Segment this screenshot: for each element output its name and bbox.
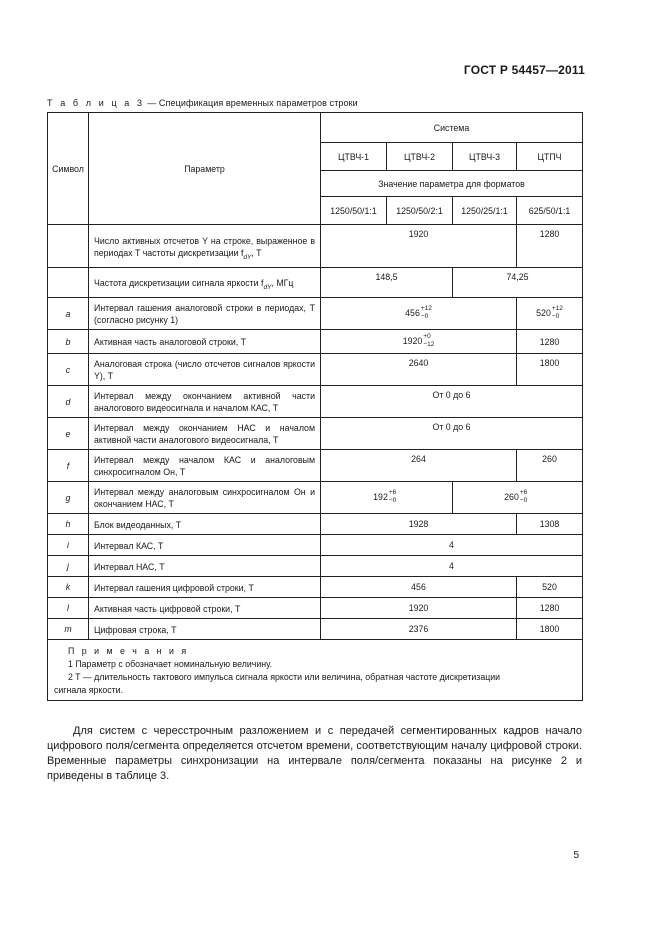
row-value-tpch: 1800 bbox=[517, 354, 583, 386]
row-parameter-subscript: dY bbox=[263, 284, 272, 291]
row-value-main: 1928 bbox=[321, 514, 517, 535]
row-value-main: 148,5 bbox=[321, 268, 453, 298]
header-format-3: 1250/25/1:1 bbox=[453, 197, 517, 225]
row-value-tpch bbox=[517, 298, 583, 330]
table-row bbox=[48, 535, 583, 556]
header-format-1: 1250/50/1:1 bbox=[321, 197, 387, 225]
table-row bbox=[48, 354, 583, 386]
row-parameter: Интервал КАС, T bbox=[89, 535, 321, 556]
row-symbol: f bbox=[48, 450, 89, 482]
row-value-tpch: 74,25 bbox=[453, 268, 583, 298]
row-parameter-text: Частота дискретизации сигнала яркости f bbox=[94, 278, 264, 288]
tolerance-upper: +6 bbox=[519, 488, 528, 496]
row-value-main: От 0 до 6 bbox=[321, 386, 583, 418]
table-row bbox=[48, 450, 583, 482]
table-caption-text: — Спецификация временных параметров строки bbox=[144, 98, 358, 108]
row-symbol: h bbox=[48, 514, 89, 535]
row-value-main: 456 bbox=[321, 577, 517, 598]
value-number: 260 bbox=[504, 492, 519, 503]
table-row bbox=[48, 619, 583, 640]
table-row bbox=[48, 556, 583, 577]
table-row bbox=[48, 598, 583, 619]
table-row bbox=[48, 386, 583, 418]
table-caption bbox=[47, 98, 358, 108]
tolerance-upper: +6 bbox=[388, 488, 397, 496]
row-parameter: Интервал между аналоговым синхросигналом Он и окончанием НАС, T bbox=[89, 482, 321, 514]
row-symbol: g bbox=[48, 482, 89, 514]
row-symbol bbox=[48, 225, 89, 268]
timing-table bbox=[47, 112, 583, 701]
tolerance-lower: −0 bbox=[551, 312, 560, 320]
row-value-main: 2376 bbox=[321, 619, 517, 640]
row-value-main bbox=[321, 482, 453, 514]
row-parameter: Блок видеоданных, T bbox=[89, 514, 321, 535]
table-row bbox=[48, 225, 583, 268]
header-format-2: 1250/50/2:1 bbox=[387, 197, 453, 225]
row-parameter-subscript: dY bbox=[243, 253, 252, 261]
row-symbol: a bbox=[48, 298, 89, 330]
row-symbol: l bbox=[48, 598, 89, 619]
table-row bbox=[48, 514, 583, 535]
row-symbol: j bbox=[48, 556, 89, 577]
note-2: 2 T — длительность тактового импульса сигнала яркости или величина, обратная частоте дискретизации bbox=[68, 672, 501, 682]
row-value-tpch: 260 bbox=[517, 450, 583, 482]
row-symbol: m bbox=[48, 619, 89, 640]
row-symbol: e bbox=[48, 418, 89, 450]
row-value-tpch: 520 bbox=[517, 577, 583, 598]
row-parameter: Цифровая строка, T bbox=[89, 619, 321, 640]
value-number: 520 bbox=[536, 308, 551, 319]
row-parameter-end: , T bbox=[251, 247, 262, 258]
row-parameter: Интервал гашения цифровой строки, T bbox=[89, 577, 321, 598]
row-symbol: i bbox=[48, 535, 89, 556]
row-value-tpch: 1280 bbox=[517, 330, 583, 354]
row-value-main: 1920 bbox=[321, 225, 517, 268]
row-parameter bbox=[89, 268, 321, 298]
row-parameter-end: , МГц bbox=[271, 278, 294, 288]
row-value-main: От 0 до 6 bbox=[321, 418, 583, 450]
row-symbol: d bbox=[48, 386, 89, 418]
body-paragraph-text: Для систем с чересстрочным разложением и с передачей сегментированных кадров начало цифрового поля/сегмента определяется отсчетом времени, соответствующим началу цифровой строки. Временные параметры синхронизации на интервале поля/сегмента показаны на рисунке 2 и приведены в таблице 3. bbox=[47, 725, 582, 782]
tolerance-lower: −12 bbox=[423, 340, 435, 348]
table-row bbox=[48, 330, 583, 354]
row-value-main: 4 bbox=[321, 556, 583, 577]
row-parameter: Аналоговая строка (число отсчетов сигналов яркости Y), T bbox=[89, 354, 321, 386]
row-parameter: Интервал между окончанием НАС и началом активной части аналогового видеосигнала, T bbox=[89, 418, 321, 450]
value-number: 1920 bbox=[402, 336, 423, 347]
note-2-continued: сигнала яркости. bbox=[54, 685, 124, 695]
row-parameter: Интервал НАС, T bbox=[89, 556, 321, 577]
row-value-tpch: 1280 bbox=[517, 225, 583, 268]
row-symbol: c bbox=[48, 354, 89, 386]
row-value-main: 4 bbox=[321, 535, 583, 556]
tolerance-lower: −0 bbox=[519, 496, 528, 504]
row-symbol bbox=[48, 268, 89, 298]
header-formats-label: Значение параметра для форматов bbox=[321, 171, 583, 197]
row-value-main: 264 bbox=[321, 450, 517, 482]
row-value-main: 1920 bbox=[321, 598, 517, 619]
row-parameter: Активная часть цифровой строки, T bbox=[89, 598, 321, 619]
tolerance-lower: −0 bbox=[420, 312, 429, 320]
header-symbol: Символ bbox=[48, 113, 89, 225]
tolerance-upper: +12 bbox=[551, 304, 563, 312]
tolerance-upper: +0 bbox=[423, 332, 431, 340]
row-value-main bbox=[321, 298, 517, 330]
row-parameter: Интервал между окончанием активной части аналогового видеосигнала и началом КАС, T bbox=[89, 386, 321, 418]
row-value-tpch: 1800 bbox=[517, 619, 583, 640]
header-system: Система bbox=[321, 113, 583, 143]
table-row bbox=[48, 418, 583, 450]
notes-title: П р и м е ч а н и я bbox=[68, 646, 189, 656]
row-parameter bbox=[89, 225, 321, 268]
header-system-4: ЦТПЧ bbox=[517, 143, 583, 171]
value-number: 192 bbox=[373, 492, 388, 503]
table-caption-prefix: Т а б л и ц а 3 bbox=[47, 98, 145, 108]
header-parameter: Параметр bbox=[89, 113, 321, 225]
table-row bbox=[48, 268, 583, 298]
tolerance-lower: −0 bbox=[388, 496, 397, 504]
table-row bbox=[48, 482, 583, 514]
row-parameter: Активная часть аналоговой строки, T bbox=[89, 330, 321, 354]
value-number: 456 bbox=[405, 308, 420, 319]
row-value-tpch: 1308 bbox=[517, 514, 583, 535]
row-parameter: Интервал между началом КАС и аналоговым синхросигналом Он, T bbox=[89, 450, 321, 482]
header-system-3: ЦТВЧ-3 bbox=[453, 143, 517, 171]
standard-number: ГОСТ Р 54457—2011 bbox=[463, 63, 585, 77]
tolerance-upper: +12 bbox=[420, 304, 432, 312]
table-row bbox=[48, 577, 583, 598]
table-row bbox=[48, 298, 583, 330]
header-system-1: ЦТВЧ-1 bbox=[321, 143, 387, 171]
row-symbol: b bbox=[48, 330, 89, 354]
header-format-4: 625/50/1:1 bbox=[517, 197, 583, 225]
body-paragraph bbox=[47, 724, 582, 784]
row-value-main bbox=[321, 330, 517, 354]
row-parameter: Интервал гашения аналоговой строки в периодах, T (согласно рисунку 1) bbox=[89, 298, 321, 330]
row-value-tpch: 1280 bbox=[517, 598, 583, 619]
header-system-2: ЦТВЧ-2 bbox=[387, 143, 453, 171]
note-1: 1 Параметр с обозначает номинальную величину. bbox=[68, 659, 273, 669]
row-parameter-text: Число активных отсчетов Y на строке, выраженное в периодах T частоты дискретизации f bbox=[94, 235, 315, 258]
row-symbol: k bbox=[48, 577, 89, 598]
row-value-main: 2640 bbox=[321, 354, 517, 386]
row-value-tpch bbox=[453, 482, 583, 514]
table-notes bbox=[48, 640, 583, 701]
page-number: 5 bbox=[573, 850, 579, 861]
